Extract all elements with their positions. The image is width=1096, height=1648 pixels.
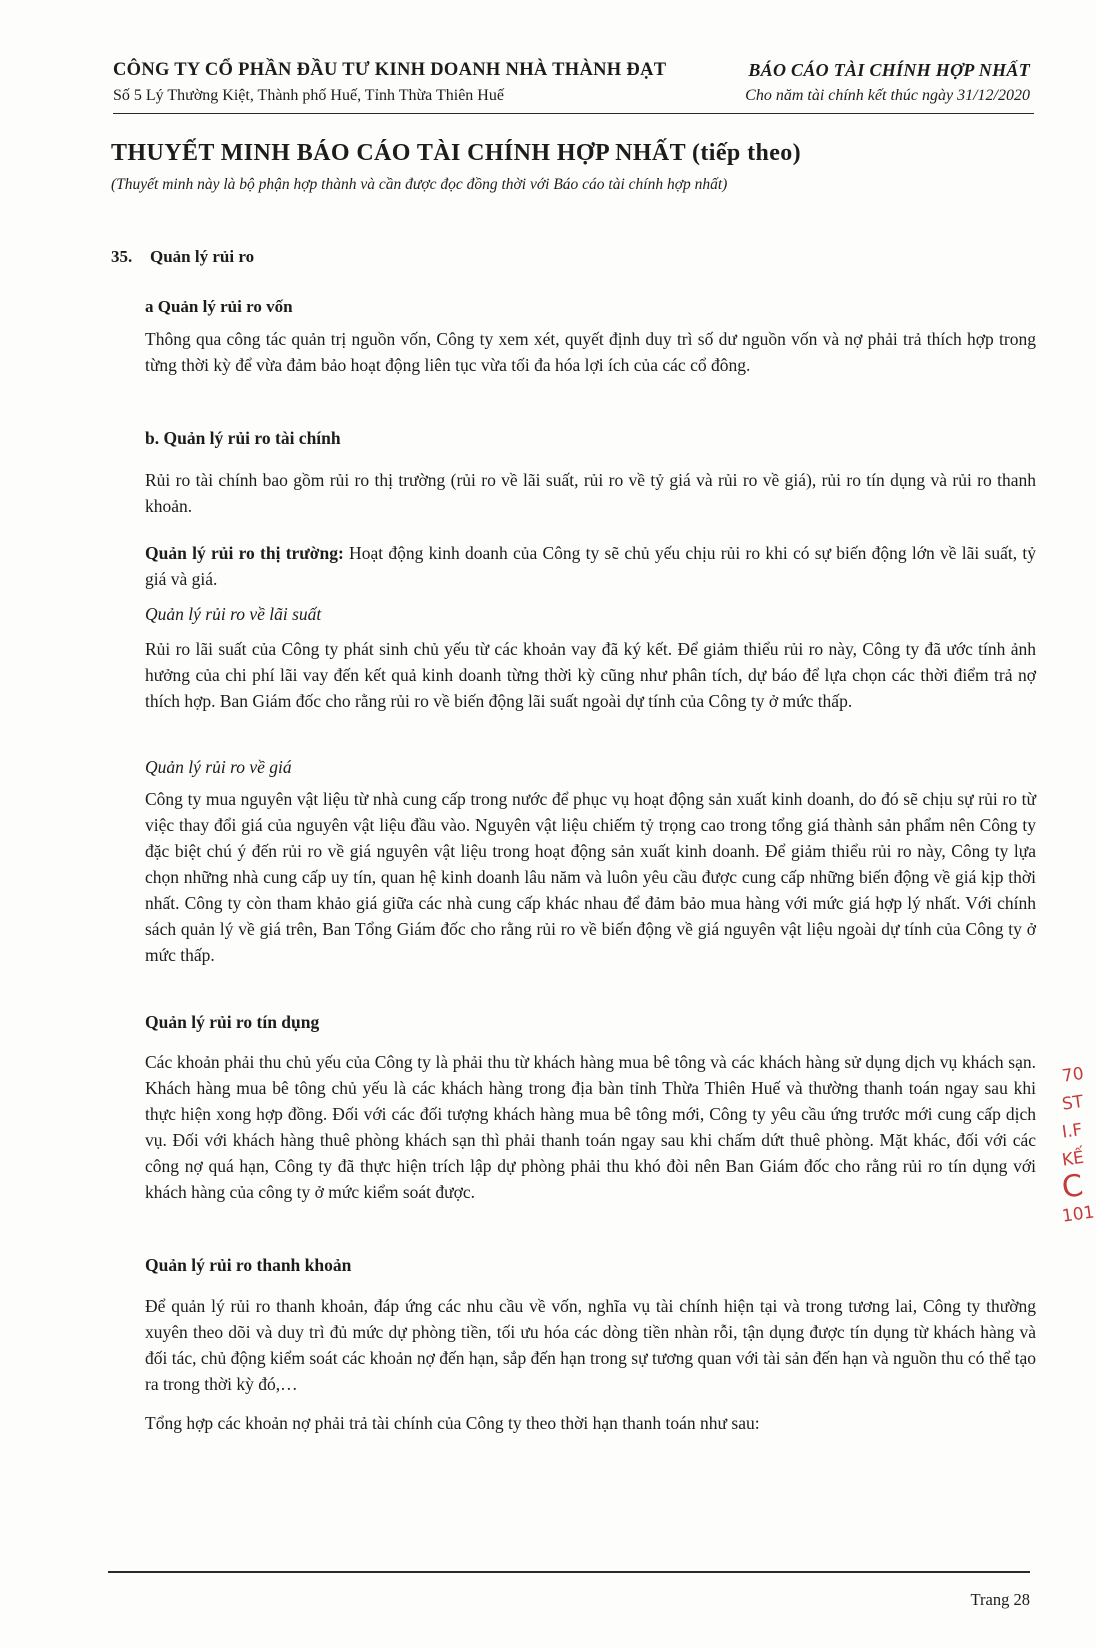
paragraph-interest-risk: Rủi ro lãi suất của Công ty phát sinh chủ yếu từ các khoản vay đã ký kết. Để giảm thiểu rủi ro này, Công ty đã ước tính ảnh hưởng của chi phí lãi vay đến kết quả kinh doanh từng thời kỳ cũng như phân tích, dự báo để lựa chọn các thời điểm trả nợ thích hợp. Ban Giám đốc cho rằng rủi ro về biến động lãi suất ngoài dự tính của Công ty ở mức thấp. <box>145 639 1036 711</box>
company-address: Số 5 Lý Thường Kiệt, Thành phố Huế, Tỉnh Thừa Thiên Huế <box>113 87 504 104</box>
paragraph-liabilities-summary: Tổng hợp các khoản nợ phải trả tài chính của Công ty theo thời hạn thanh toán như sau: <box>145 1413 760 1433</box>
paragraph-liquidity-risk: Để quản lý rủi ro thanh khoản, đáp ứng các nhu cầu về vốn, nghĩa vụ tài chính hiện tại và trong tương lai, Công ty thường xuyên theo dõi và duy trì đủ mức dự phòng tiền, tối ưu hóa các dòng tiền nhàn rỗi, tận dụng được tín dụng từ khách hàng và đối tác, chủ động kiểm soát các khoản nợ đến hạn, sắp đến hạn trong sự tương quan với tài sản đến hạn và nguồn thu có thể tạo ra trong thời kỳ đó,… <box>145 1296 1036 1394</box>
stamp-text: ST <box>1060 1091 1085 1115</box>
paragraph-price-risk: Công ty mua nguyên vật liệu từ nhà cung cấp trong nước để phục vụ hoạt động sản xuất kinh doanh, do đó sẽ chịu sự rủi ro từ việc thay đổi giá của nguyên vật liệu đầu vào. Nguyên vật liệu chiếm tỷ trọng cao trong tổng giá thành sản phẩm nên Công ty đặc biệt chú ý đến rủi ro về giá nguyên vật liệu trong hoạt động sản xuất kinh doanh. Để giảm thiểu rủi ro này, Công ty lựa chọn những nhà cung cấp uy tín, quan hệ kinh doanh lâu năm và luôn yêu cầu được cung cấp những biến động về giá kịp thời nhất. Công ty còn tham khảo giá giữa các nhà cung cấp khác nhau để đảm bảo mua hàng với mức giá hợp lý nhất. Với chính sách quản lý về giá trên, Ban Tổng Giám đốc cho rằng rủi ro về biến động về giá nguyên vật liệu ngoài dự tính của Công ty ở mức thấp. <box>145 789 1036 965</box>
section-title: Quản lý rủi ro <box>150 247 255 266</box>
report-period: Cho năm tài chính kết thúc ngày 31/12/2020 <box>745 87 1030 104</box>
section-number: 35. <box>111 247 133 266</box>
heading-liquidity-risk: Quản lý rủi ro thanh khoản <box>145 1255 352 1275</box>
stamp-text: C <box>1059 1168 1086 1206</box>
market-risk-label: Quản lý rủi ro thị trường: <box>145 543 344 563</box>
page-number: Trang 28 <box>970 1590 1030 1609</box>
header-left <box>113 60 666 105</box>
paragraph-financial-risk: Rủi ro tài chính bao gồm rủi ro thị trường (rủi ro về lãi suất, rủi ro về tỷ giá và rủi ro về giá), rủi ro tín dụng và rủi ro thanh khoản. <box>145 470 1036 516</box>
stamp-text: 70 <box>1060 1063 1086 1087</box>
header-right <box>745 60 1030 105</box>
red-seal-stamp <box>1059 1060 1096 1260</box>
company-name: CÔNG TY CỔ PHẦN ĐẦU TƯ KINH DOANH NHÀ THÀNH ĐẠT <box>113 60 667 80</box>
stamp-text: I.F <box>1060 1120 1084 1143</box>
heading-financial-risk: b. Quản lý rủi ro tài chính <box>145 428 341 448</box>
paragraph-capital-risk: Thông qua công tác quản trị nguồn vốn, Công ty xem xét, quyết định duy trì số dư nguồn vốn và nợ phải trả thích hợp trong từng thời kỳ để vừa đảm bảo hoạt động liên tục vừa tối đa hóa lợi ích của các cổ đông. <box>145 329 1036 375</box>
heading-price-risk: Quản lý rủi ro về giá <box>145 757 292 777</box>
footer-divider <box>108 1571 1030 1573</box>
heading-interest-risk: Quản lý rủi ro về lãi suất <box>145 604 322 624</box>
page-title: THUYẾT MINH BÁO CÁO TÀI CHÍNH HỢP NHẤT (tiếp theo) <box>111 140 802 166</box>
page-subtitle: (Thuyết minh này là bộ phận hợp thành và cần được đọc đồng thời với Báo cáo tài chính hợp nhất) <box>111 176 728 193</box>
heading-capital-risk: a Quản lý rủi ro vốn <box>145 297 293 316</box>
report-title: BÁO CÁO TÀI CHÍNH HỢP NHẤT <box>748 60 1030 80</box>
header-divider <box>113 113 1034 114</box>
stamp-text: 101 <box>1060 1202 1096 1227</box>
stamp-text: KẾ <box>1060 1147 1086 1171</box>
paragraph-market-risk <box>145 540 1036 592</box>
paragraph-credit-risk: Các khoản phải thu chủ yếu của Công ty là phải thu từ khách hàng mua bê tông và các khách hàng sử dụng dịch vụ khách sạn. Khách hàng mua bê tông chủ yếu là các khách hàng trong địa bàn tỉnh Thừa Thiên Huế và thường thanh toán ngay sau khi thực hiện xong hợp đồng. Đối với các đối tượng khách hàng mua bê tông mới, Công ty yêu cầu ứng trước mới cung cấp dịch vụ. Đối với khách hàng thuê phòng khách sạn thì phải thanh toán ngay sau khi chấm dứt thuê phòng. Mặt khác, đối với các công nợ quá hạn, Công ty đã thực hiện trích lập dự phòng phải thu khó đòi nên Ban Giám đốc cho rằng rủi ro tín dụng với khách hàng của công ty ở mức kiểm soát được. <box>145 1052 1036 1202</box>
heading-credit-risk: Quản lý rủi ro tín dụng <box>145 1012 320 1032</box>
market-risk-text: Hoạt động kinh doanh của Công ty sẽ chủ yếu chịu rủi ro khi có sự biến động lớn về lãi suất, tỷ giá và giá. <box>145 543 1036 589</box>
